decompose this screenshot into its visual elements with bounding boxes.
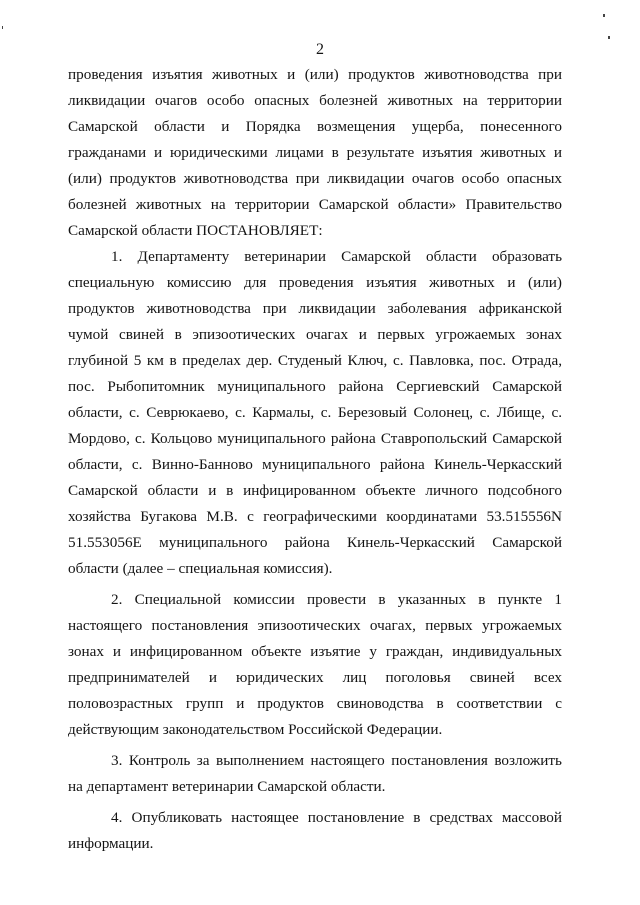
paragraph-item-1: 1. Департаменту ветеринарии Самарской области образовать специальную комиссию для проведения изъятия животных и (или) продуктов животноводства при ликвидации заболевания африканской чумой свиней в эпизоотических очагах и первых угрожаемых зонах глубиной 5 км в пределах дер. Студеный Ключ, с. Павловка, пос. Отрада, пос. Рыбопитомник муниципального района Сергиевский Самарской области, с. Севрюкаево, с. Кармалы, с. Березовый Солонец, с. Лбище, с. Мордово, с. Кольцово муниципального района Ставропольский Самарской области, с. Винно-Банново муниципального района Кинель-Черкасский Самарской области и в инфицированном объекте личного подсобного хозяйства Бугакова М.В. с географическими координатами 53.515556N 51.553056E муниципального района Кинель-Черкасский Самарской области (далее – специальная комиссия).	[68, 248, 562, 577]
scan-speck	[2, 26, 3, 29]
paragraph-intro: проведения изъятия животных и (или) продуктов животноводства при ликвидации очагов особо опасных болезней животных на территории Самарской области и Порядка возмещения ущерба, понесенного гражданами и юридическими лицами в результате изъятия животных и (или) продуктов животноводства при ликвидации очагов особо опасных болезней животных на территории Самарской области» Правительство Самарской области ПОСТАНОВЛЯЕТ:	[68, 66, 562, 239]
paragraph-item-3: 3. Контроль за выполнением настоящего постановления возложить на департамент ветеринарии Самарской области.	[68, 752, 562, 795]
document-body	[68, 62, 562, 857]
page-number: 2	[316, 41, 324, 58]
paragraph-item-2: 2. Специальной комиссии провести в указанных в пункте 1 настоящего постановления эпизоотических очагах, первых угрожаемых зонах и инфицированном объекте изъятие у граждан, индивидуальных предпринимателей и юридических лиц поголовья свиней всех половозрастных групп и продуктов свиноводства в соответствии с действующим законодательством Российской Федерации.	[68, 591, 562, 738]
paragraph-item-4: 4. Опубликовать настоящее постановление в средствах массовой информации.	[68, 809, 562, 852]
scan-speck	[603, 14, 605, 17]
scan-speck	[608, 36, 610, 39]
